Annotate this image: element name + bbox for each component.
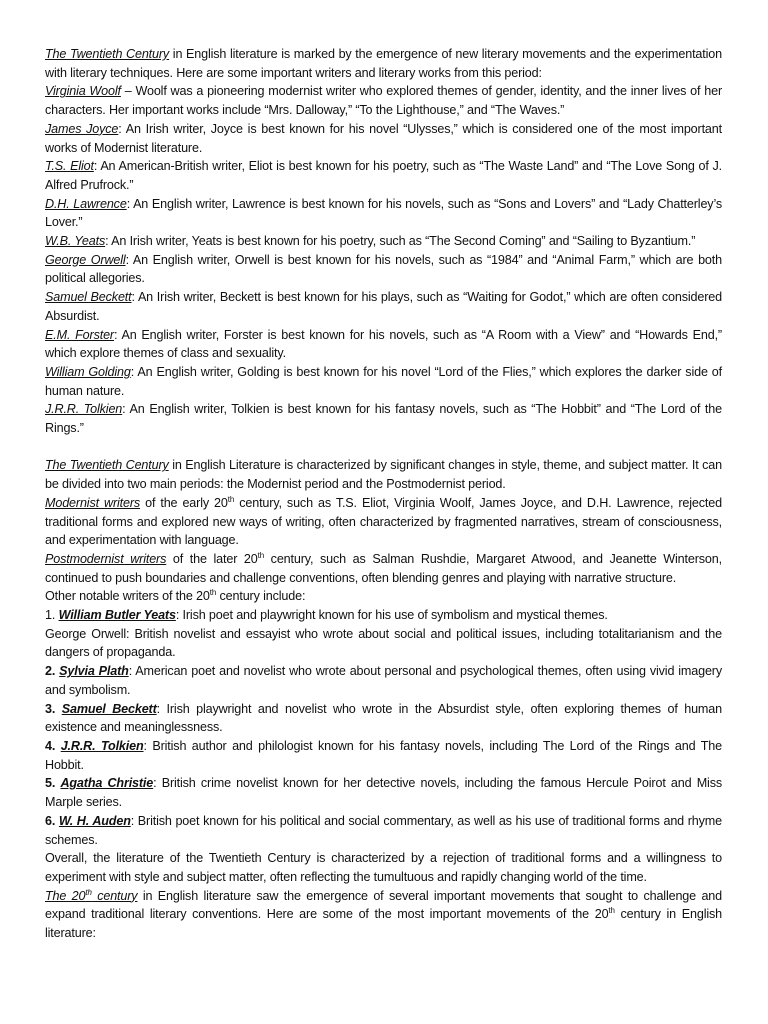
list-item <box>45 606 722 625</box>
writer-desc: An English writer, Tolkien is best known for his fantasy novels, such as “The Hobbit” and “The Lord of the Rings.” <box>45 402 722 436</box>
writer-entry <box>45 400 722 437</box>
writer-desc: An Irish writer, Joyce is best known for his novel “Ulysses,” which is considered one of the most important works of Modernist literature. <box>45 121 722 155</box>
writer-sep: : <box>113 327 122 342</box>
postmodernist-pre: of the later 20 <box>166 551 258 566</box>
ordinal-suffix: th <box>257 550 265 560</box>
list-desc: : Irish poet and playwright known for his use of symbolism and mystical themes. <box>175 608 608 623</box>
writer-entry <box>45 232 722 251</box>
list-writer-name: W. H. Auden <box>58 813 131 828</box>
writer-entry <box>45 157 722 194</box>
writer-name: D.H. Lawrence <box>45 196 127 211</box>
writer-sep: : <box>93 159 101 174</box>
closing-paragraph <box>45 887 722 943</box>
writer-name: J.R.R. Tolkien <box>45 402 123 417</box>
writer-sep: : <box>125 252 133 267</box>
writer-desc: An English writer, Golding is best known for his novel “Lord of the Flies,” which explores the darker side of human nature. <box>45 364 722 398</box>
document-body <box>45 45 722 943</box>
term-20th-pre: The 20 <box>45 888 86 903</box>
term-20th-post: century <box>91 888 138 903</box>
list-writer-name: J.R.R. Tolkien <box>60 739 144 753</box>
writer-entry <box>45 82 722 119</box>
writer-desc: An English writer, Lawrence is best known for his novels, such as “Sons and Lovers” and “Lady Chatterley’s Lover.” <box>45 196 723 230</box>
ordinal-suffix: th <box>85 887 92 897</box>
writer-entry <box>45 363 722 400</box>
writer-name: Virginia Woolf <box>45 84 121 99</box>
list-desc: : British crime novelist known for her detective novels, including the famous Hercule Poirot and Miss Marple series. <box>45 776 722 810</box>
overall-paragraph: Overall, the literature of the Twentieth Century is characterized by a rejection of traditional forms and a willingness to experiment with style and subject matter, often reflecting the tumultuous and rapidly changing world of the time. <box>45 851 722 884</box>
ordinal-suffix: th <box>608 906 615 916</box>
ordinal-suffix: th <box>227 494 235 504</box>
writer-entry <box>45 326 722 363</box>
writer-name: George Orwell <box>45 252 126 267</box>
term-postmodernist-writers: Postmodernist writers <box>45 551 167 566</box>
list-number: 2. <box>45 664 60 679</box>
writer-desc: An English writer, Forster is best known for his novels, such as “A Room with a View” and “Howards End,” which explore themes of class and sexuality. <box>45 327 722 361</box>
writer-sep: : <box>126 196 134 211</box>
writer-entry <box>45 288 722 325</box>
other-intro-post: century include: <box>216 589 306 604</box>
modernist-paragraph <box>45 494 722 550</box>
other-writers-intro <box>45 587 722 606</box>
list-writer-name: Samuel Beckett <box>61 701 157 716</box>
term-modernist-writers: Modernist writers <box>45 495 141 510</box>
list-item <box>45 737 722 774</box>
writer-sep: – <box>120 84 136 99</box>
term-twentieth-century: The Twentieth Century <box>45 458 169 473</box>
list-item <box>45 700 722 737</box>
writer-desc: Woolf was a pioneering modernist writer who explored themes of gender, identity, and the inner lives of her characters. Her important works include “Mrs. Dalloway,” “To the Lighthouse,” and “The Waves.” <box>45 84 722 118</box>
writer-name: T.S. Eliot <box>45 159 94 174</box>
term-20th-century <box>45 889 137 903</box>
term-twentieth-century: The Twentieth Century <box>45 47 170 61</box>
modernist-pre: of the early 20 <box>140 495 228 510</box>
list-writer-name: Sylvia Plath <box>59 664 129 679</box>
list-desc: : British author and philologist known for his fantasy novels, including The Lord of the Rings and The Hobbit. <box>45 739 722 772</box>
writer-name: Samuel Beckett <box>45 290 132 305</box>
list-item <box>45 812 722 849</box>
list-desc: : Irish playwright and novelist who wrote in the Absurdist style, often exploring themes of human existence and meaninglessness. <box>45 701 722 735</box>
list-item <box>45 662 722 699</box>
writer-sep: : <box>118 121 126 136</box>
list-writer-name: Agatha Christie <box>60 776 154 791</box>
list-number: 1. <box>45 608 59 623</box>
writer-sep: : <box>105 234 112 249</box>
list-writer-name: William Butler Yeats <box>58 608 176 623</box>
list-item <box>45 774 722 811</box>
writer-desc: An Irish writer, Yeats is best known for his poetry, such as “The Second Coming” and “Sailing to Byzantium.” <box>111 234 696 249</box>
paragraph-gap <box>45 438 722 457</box>
postmodernist-text: century, such as Salman Rushdie, Margaret Atwood, and Jeanette Winterson, continued to push boundaries and challenge conventions, often blending genres and playing with narrative structure. <box>45 551 722 585</box>
writer-name: James Joyce <box>45 121 119 136</box>
section2-intro-text: in English Literature is characterized by significant changes in style, theme, and subject matter. It can be divided into two main periods: the Modernist period and the Postmodernist period. <box>45 458 723 492</box>
writer-sep: : <box>130 364 138 379</box>
writer-desc: An American-British writer, Eliot is best known for his poetry, such as “The Waste Land” and “The Love Song of J. Alfred Prufrock.” <box>45 159 722 192</box>
other-intro-pre: Other notable writers of the 20 <box>45 589 210 604</box>
ordinal-suffix: th <box>209 588 217 598</box>
writer-desc: An Irish writer, Beckett is best known for his plays, such as “Waiting for Godot,” which are often considered Absurdist. <box>45 290 722 323</box>
list-desc: George Orwell: British novelist and essayist who wrote about social and political issues, including totalitarianism and the dangers of propaganda. <box>45 626 722 660</box>
writer-name: E.M. Forster <box>45 327 114 342</box>
section1-intro <box>45 45 722 82</box>
modernist-text: century, such as T.S. Eliot, Virginia Woolf, James Joyce, and D.H. Lawrence, rejected traditional forms and explored new ways of writing, often characterized by fragmented narratives, stream of consciousness, and experimentation with language. <box>45 495 722 548</box>
closing-pre: in English literature saw the emergence of several important movements that sought to challenge and expand traditional literary conventions. Here are some of the most important movements of the 20 <box>45 888 723 922</box>
writer-sep: : <box>122 402 130 417</box>
list-item <box>45 625 722 662</box>
section1-intro-text: in English literature is marked by the emergence of new literary movements and the experimentation with literary techniques. Here are some important writers and literary works from this period: <box>45 47 722 80</box>
writer-desc: An English writer, Orwell is best known for his novels, such as “1984” and “Animal Farm,” which are both political allegories. <box>45 252 722 286</box>
postmodernist-paragraph <box>45 550 722 587</box>
writer-name: William Golding <box>45 364 131 379</box>
writer-entry <box>45 195 722 232</box>
section2-intro <box>45 456 722 493</box>
writer-entry <box>45 251 722 288</box>
writer-name: W.B. Yeats <box>45 234 106 249</box>
list-number: 3. <box>45 701 62 716</box>
list-number: 4. <box>45 739 61 753</box>
closing-post: century in English literature: <box>45 907 722 941</box>
list-desc: : British poet known for his political and social commentary, as well as his use of traditional forms and rhyme schemes. <box>45 813 722 847</box>
list-number: 6. <box>45 813 59 828</box>
writer-sep: : <box>131 290 138 305</box>
list-number: 5. <box>45 776 61 791</box>
list-desc: : American poet and novelist who wrote about personal and psychological themes, often using vivid imagery and symbolism. <box>45 664 722 697</box>
writer-entry <box>45 120 722 157</box>
